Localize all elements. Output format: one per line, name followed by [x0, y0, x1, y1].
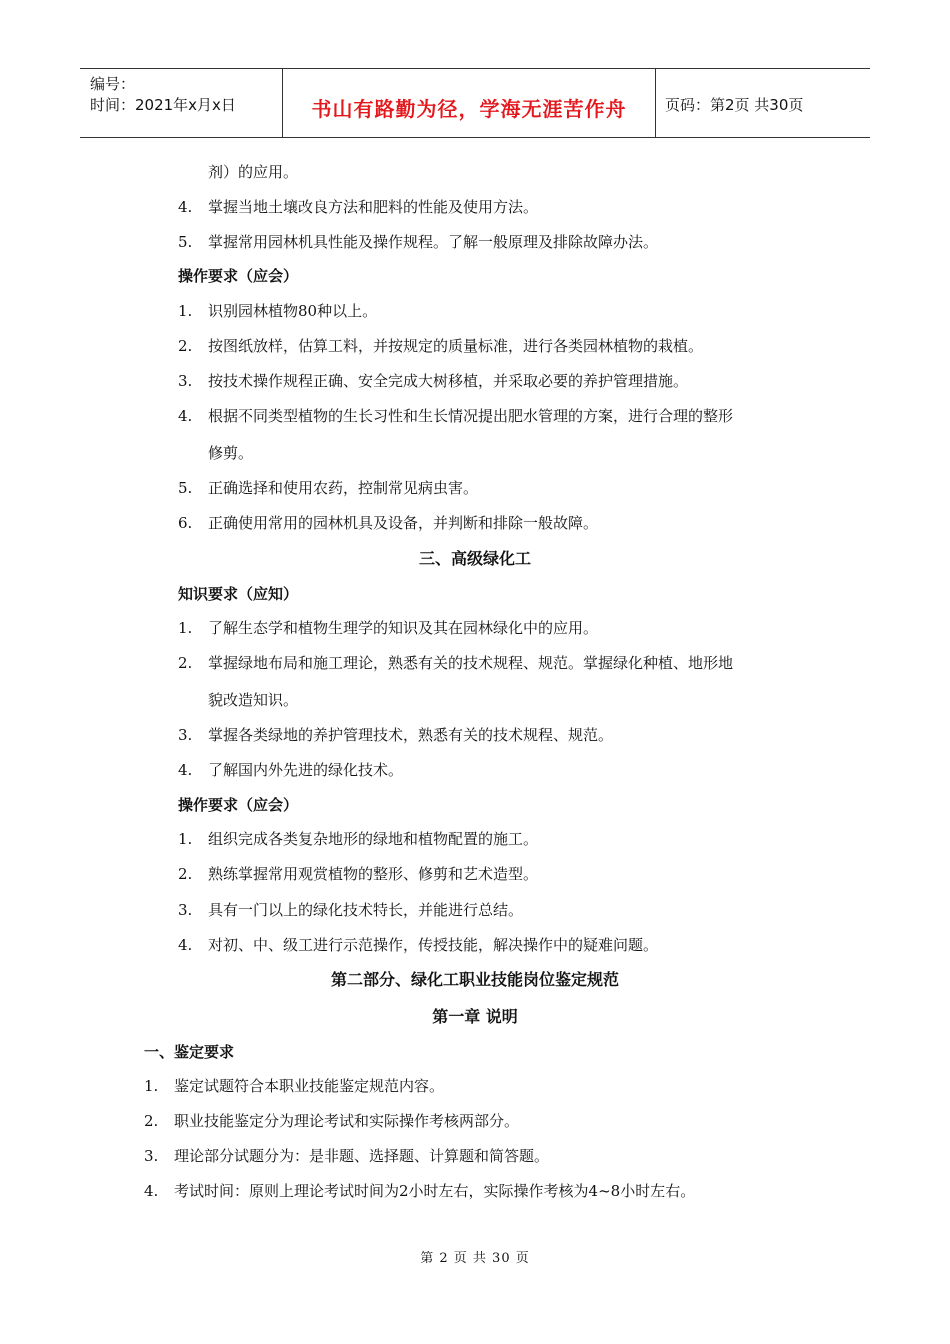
list-item-number: 1.: [178, 830, 193, 848]
list-item: 熟练掌握常用观赏植物的整形、修剪和艺术造型。: [208, 865, 539, 883]
list-item: 掌握常用园林机具性能及操作规程。了解一般原理及排除故障办法。: [208, 233, 659, 251]
list-item: 理论部分试题分为：是非题、选择题、计算题和简答题。: [174, 1147, 550, 1165]
list-item: 掌握当地土壤改良方法和肥料的性能及使用方法。: [208, 198, 539, 216]
continuation-line: 剂）的应用。: [208, 163, 299, 181]
list-item-number: 6.: [178, 514, 193, 532]
section-heading: 知识要求（应知）: [178, 585, 299, 603]
list-item-number: 1.: [144, 1077, 159, 1095]
list-item-number: 3.: [144, 1147, 159, 1165]
list-item-number: 5.: [178, 233, 193, 251]
list-item-number: 3.: [178, 901, 193, 919]
list-item-number: 4.: [144, 1182, 159, 1200]
header-page-cell: [655, 69, 870, 137]
list-item: 考试时间：原则上理论考试时间为2小时左右，实际操作考核为4~8小时左右。: [174, 1182, 696, 1200]
header-motto-cell: [282, 69, 656, 137]
part-title: 第二部分、绿化工职业技能岗位鉴定规范: [330, 970, 619, 989]
list-item: 鉴定试题符合本职业技能鉴定规范内容。: [174, 1077, 445, 1095]
list-item-number: 2.: [144, 1112, 159, 1130]
page-info: 页码：第2页 共30页: [665, 96, 804, 114]
list-item: 按图纸放样，估算工料，并按规定的质量标准，进行各类园林植物的栽植。: [208, 337, 704, 355]
section-heading: 操作要求（应会）: [178, 796, 299, 814]
sub-heading: 一、鉴定要求: [144, 1043, 235, 1061]
list-item: 正确使用常用的园林机具及设备，并判断和排除一般故障。: [208, 514, 599, 532]
list-item-number: 4.: [178, 198, 193, 216]
list-item: 正确选择和使用农药，控制常见病虫害。: [208, 479, 479, 497]
list-item: 识别园林植物80种以上。: [208, 302, 378, 320]
list-item: 掌握各类绿地的养护管理技术，熟悉有关的技术规程、规范。: [208, 726, 614, 744]
list-item: 了解生态学和植物生理学的知识及其在园林绿化中的应用。: [208, 619, 599, 637]
list-item: 对初、中、级工进行示范操作，传授技能，解决操作中的疑难问题。: [208, 936, 659, 954]
list-item-number: 1.: [178, 619, 193, 637]
header-meta: [80, 69, 282, 137]
motto: 书山有路勤为径，学海无涯苦作舟: [311, 97, 627, 121]
list-item-number: 3.: [178, 726, 193, 744]
list-item-number: 4.: [178, 761, 193, 779]
section-title: 三、高级绿化工: [418, 549, 531, 568]
list-item-number: 5.: [178, 479, 193, 497]
list-item-number: 4.: [178, 407, 193, 425]
list-item: 了解国内外先进的绿化技术。: [208, 761, 404, 779]
section-heading: 操作要求（应会）: [178, 267, 299, 285]
list-item-continuation: 貌改造知识。: [208, 691, 299, 709]
number-label: 编号：: [90, 75, 136, 93]
list-item: 具有一门以上的绿化技术特长，并能进行总结。: [208, 901, 524, 919]
list-item-number: 1.: [178, 302, 193, 320]
list-item: 职业技能鉴定分为理论考试和实际操作考核两部分。: [174, 1112, 520, 1130]
list-item-number: 4.: [178, 936, 193, 954]
list-item-number: 2.: [178, 654, 193, 672]
list-item: 组织完成各类复杂地形的绿地和植物配置的施工。: [208, 830, 539, 848]
list-item-number: 3.: [178, 372, 193, 390]
list-item-number: 2.: [178, 337, 193, 355]
list-item: 根据不同类型植物的生长习性和生长情况提出肥水管理的方案，进行合理的整形: [208, 407, 734, 425]
chapter-title: 第一章 说明: [432, 1007, 518, 1026]
list-item-continuation: 修剪。: [208, 444, 254, 462]
list-item: 掌握绿地布局和施工理论，熟悉有关的技术规程、规范。掌握绿化种植、地形地: [208, 654, 734, 672]
list-item-number: 2.: [178, 865, 193, 883]
list-item: 按技术操作规程正确、安全完成大树移植，并采取必要的养护管理措施。: [208, 372, 689, 390]
page-header: [80, 68, 870, 138]
page-footer: 第 2 页 共 30 页: [420, 1251, 530, 1266]
time-label: 时间：2021年x月x日: [90, 96, 236, 114]
